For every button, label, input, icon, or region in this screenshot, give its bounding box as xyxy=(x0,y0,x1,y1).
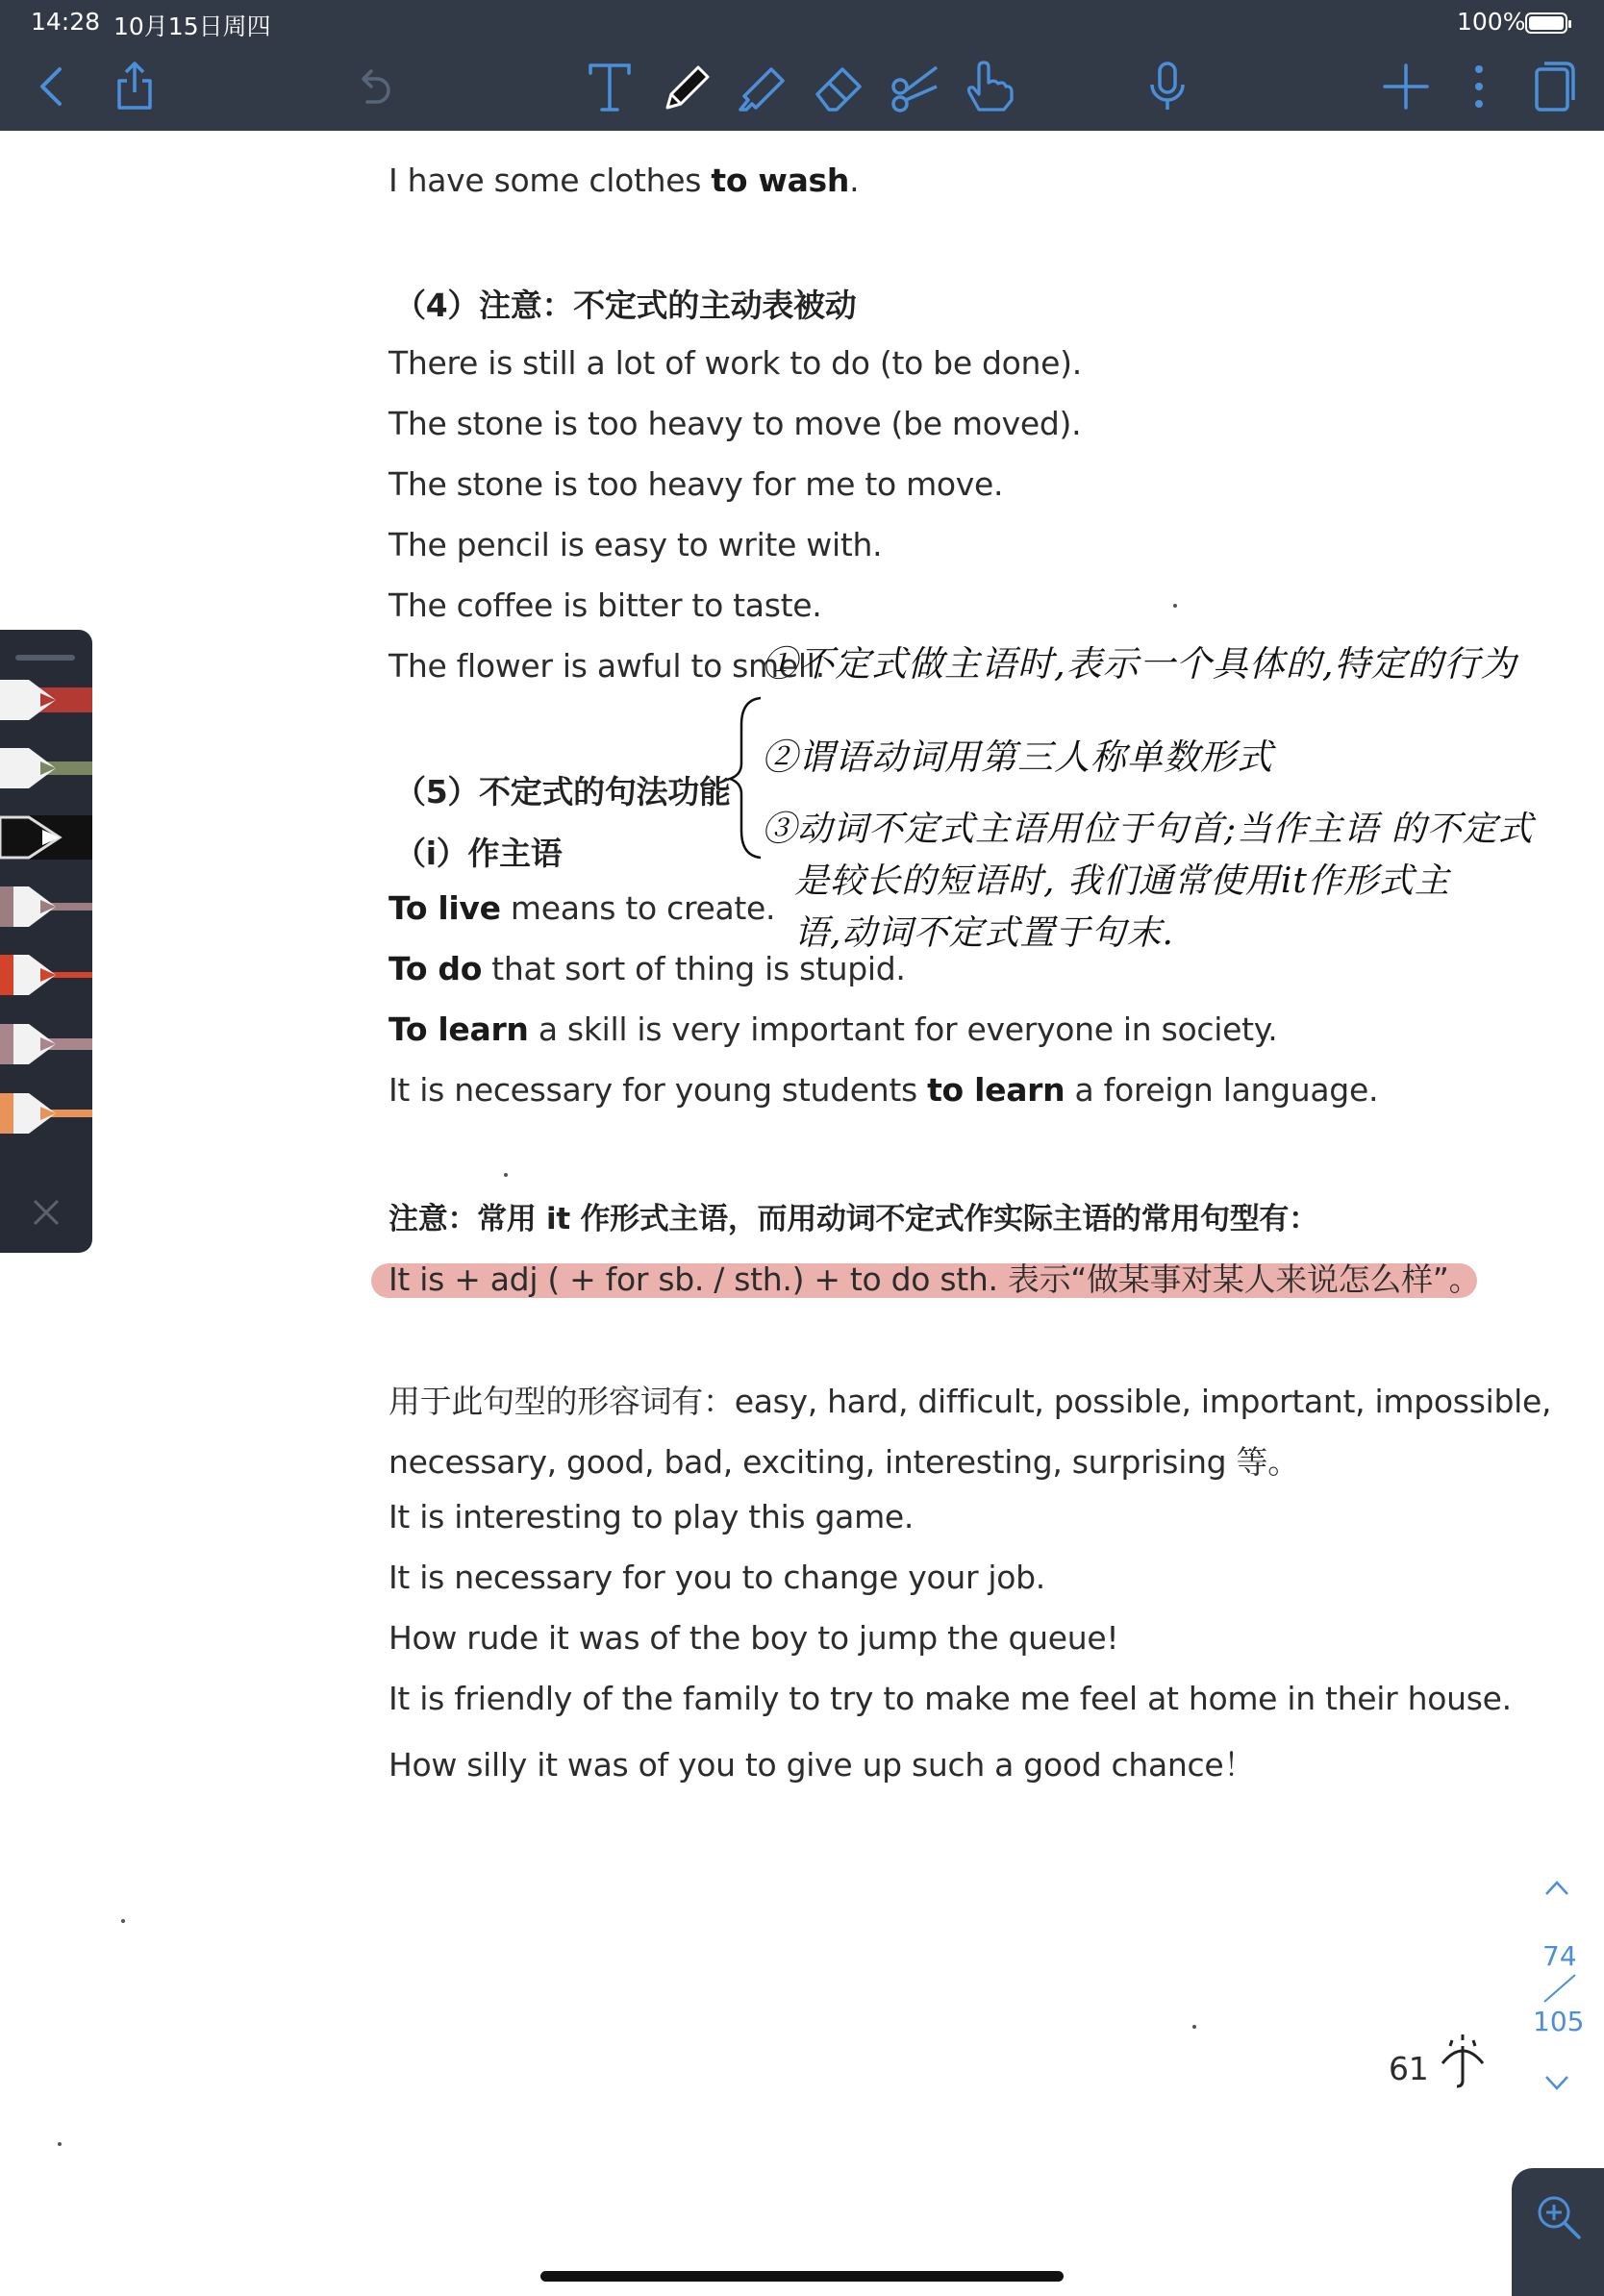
home-indicator[interactable] xyxy=(540,2271,1064,2282)
example-line: It is necessary for you to change your job. xyxy=(388,1559,1046,1596)
example-line: It is friendly of the family to try to make me feel at home in their house. xyxy=(388,1680,1512,1717)
pen-rose[interactable] xyxy=(0,1022,92,1066)
battery-percent: 100% xyxy=(1457,8,1526,36)
scan-speck xyxy=(1173,604,1177,608)
pen-red[interactable] xyxy=(0,678,92,722)
battery-icon xyxy=(1525,12,1567,34)
back-icon[interactable] xyxy=(25,58,83,115)
example-line: The flower is awful to smell. xyxy=(388,647,825,685)
status-date: 10月15日周四 xyxy=(113,12,271,40)
top-toolbar xyxy=(0,0,1604,131)
scan-speck xyxy=(504,1173,508,1177)
eraser-icon[interactable] xyxy=(810,58,867,115)
example-line: It is interesting to play this game. xyxy=(388,1498,915,1535)
scan-speck xyxy=(1192,2025,1196,2029)
sentence-pattern: It is + adj ( + for sb. / sth.) + to do sth. 表示“做某事对某人来说怎么样”。 xyxy=(388,1260,1481,1298)
note-heading: 注意：常用 it 作形式主语，而用动词不定式作实际主语的常用句型有： xyxy=(388,1202,1318,1236)
pen-palette xyxy=(0,630,92,1253)
adjective-list: 用于此句型的形容词有：easy, hard, difficult, possible, important, impossible, xyxy=(388,1383,1552,1420)
microphone-icon[interactable] xyxy=(1139,58,1196,115)
pen-black[interactable] xyxy=(0,815,92,860)
example-line: How silly it was of you to give up such a good chance！ xyxy=(388,1746,1256,1784)
chevron-up-icon[interactable] xyxy=(1542,1877,1571,1900)
chevron-down-icon[interactable] xyxy=(1542,2071,1571,2094)
palette-drag-handle[interactable] xyxy=(15,655,75,661)
scan-speck xyxy=(58,2142,62,2146)
umbrella-icon xyxy=(1439,2034,1487,2092)
pen-olive[interactable] xyxy=(0,746,92,790)
example-line: The stone is too heavy for me to move. xyxy=(388,465,1004,503)
pen-mauve[interactable] xyxy=(0,885,92,929)
current-page: 74 xyxy=(1542,1940,1577,1972)
page-number: 61 xyxy=(1389,2050,1429,2087)
example-line: How rude it was of the boy to jump the queue! xyxy=(388,1619,1119,1657)
page-separator xyxy=(1541,1973,1579,2004)
example-line: To learn a skill is very important for everyone in society. xyxy=(388,1011,1278,1048)
zoom-in-icon[interactable] xyxy=(1535,2193,1583,2241)
pen-orange-red[interactable] xyxy=(0,953,92,997)
handwritten-note-3-cont: 是较长的短语时, 我们通常使用it作形式主 xyxy=(794,861,1450,901)
section-heading-4: （4）注意：不定式的主动表被动 xyxy=(394,287,857,324)
zoom-button[interactable] xyxy=(1512,2168,1604,2296)
share-icon[interactable] xyxy=(106,58,163,115)
example-line: There is still a lot of work to do (to be done). xyxy=(388,344,1082,382)
pen-peach[interactable] xyxy=(0,1091,92,1136)
handwritten-note-1: ①不定式做主语时,表示一个具体的,特定的行为 xyxy=(762,643,1517,685)
total-pages: 105 xyxy=(1533,2006,1585,2037)
example-line: The coffee is bitter to taste. xyxy=(388,586,822,624)
example-line: To live means to create. xyxy=(388,889,776,927)
plus-icon[interactable] xyxy=(1377,58,1435,115)
bracket-stroke xyxy=(726,696,764,860)
hand-pointer-icon[interactable] xyxy=(962,58,1019,115)
example-line: It is necessary for young students to learn a foreign language. xyxy=(388,1071,1379,1109)
status-time: 14:28 xyxy=(31,8,101,36)
handwritten-note-3: ③动词不定式主语用位于句首;当作主语 的不定式 xyxy=(762,810,1534,849)
example-line: I have some clothes to wash. xyxy=(388,162,860,199)
undo-icon[interactable] xyxy=(344,58,402,115)
example-line: To do that sort of thing is stupid. xyxy=(388,950,906,987)
text-tool-icon[interactable] xyxy=(581,58,639,115)
scissors-icon[interactable] xyxy=(887,58,944,115)
example-line: The pencil is easy to write with. xyxy=(388,526,883,563)
handwritten-note-3-end: 语,动词不定式置于句末. xyxy=(794,913,1174,953)
subsection-heading: （i）作主语 xyxy=(394,835,563,872)
more-icon[interactable] xyxy=(1450,58,1508,115)
highlighter-icon[interactable] xyxy=(733,58,790,115)
pen-tool-icon[interactable] xyxy=(658,58,715,115)
handwritten-note-2: ②谓语动词用第三人称单数形式 xyxy=(762,736,1273,778)
page-view-icon[interactable] xyxy=(1525,58,1583,115)
scan-speck xyxy=(121,1919,125,1923)
example-line: The stone is too heavy to move (be moved). xyxy=(388,405,1082,442)
close-icon[interactable] xyxy=(29,1195,63,1230)
section-heading-5: （5）不定式的句法功能 xyxy=(394,773,731,811)
adjective-list: necessary, good, bad, exciting, interesting, surprising 等。 xyxy=(388,1443,1299,1481)
